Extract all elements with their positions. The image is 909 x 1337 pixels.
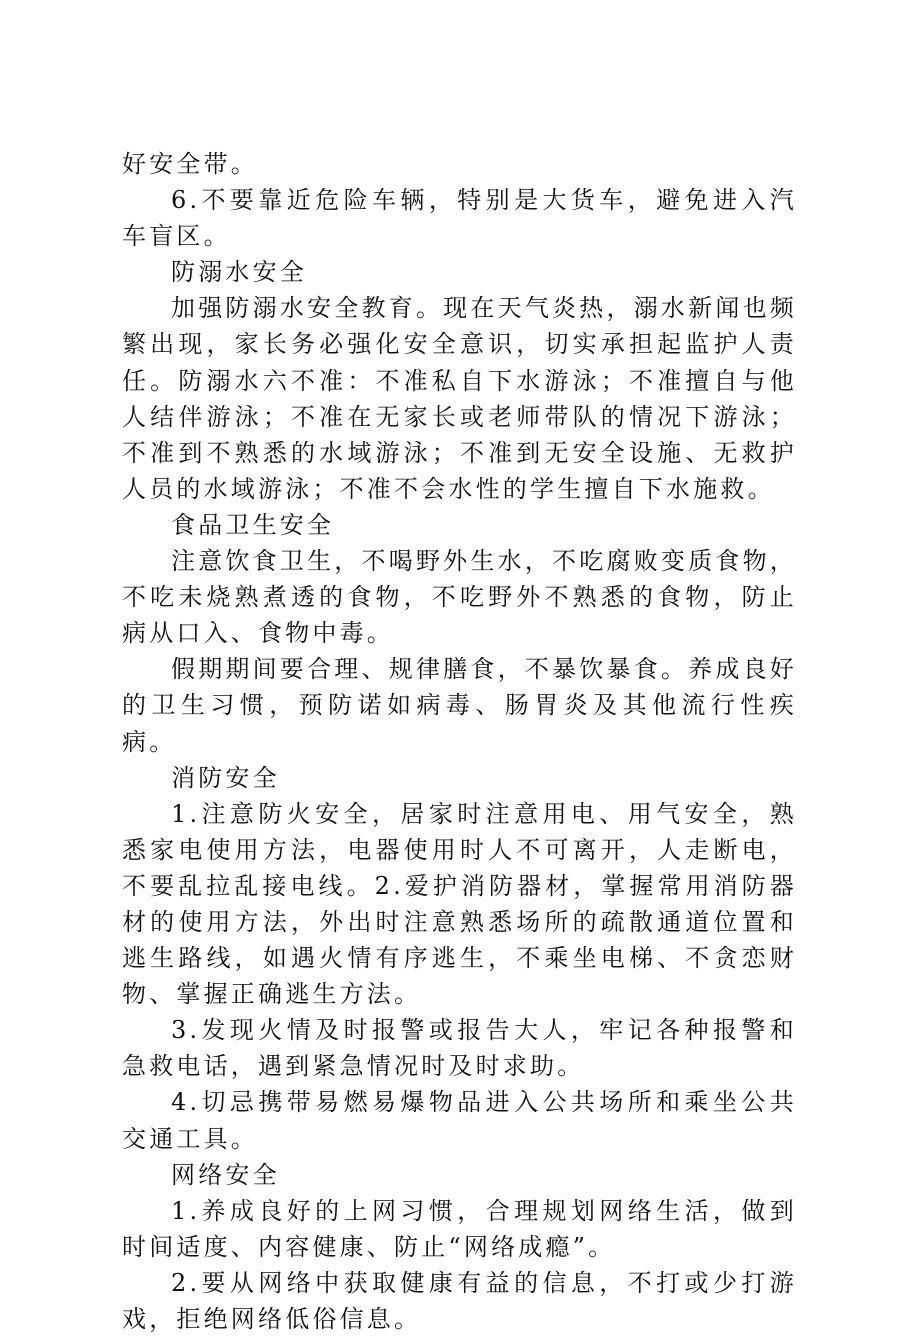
paragraph-fire-3: 3.发现火情及时报警或报告大人，牢记各种报警和急救电话，遇到紧急情况时及时求助。 xyxy=(122,1016,797,1081)
paragraph-fire-4: 4.切忌携带易燃易爆物品进入公共场所和乘坐公共交通工具。 xyxy=(122,1088,797,1153)
paragraph-food-2: 假期期间要合理、规律膳食，不暴饮暴食。养成良好的卫生习惯，预防诺如病毒、肠胃炎及其他流行性疾病。 xyxy=(122,655,797,756)
paragraph-network-1: 1.养成良好的上网习惯，合理规划网络生活，做到时间适度、内容健康、防止“网络成瘾”。 xyxy=(122,1196,797,1261)
paragraph-network-2: 2.要从网络中获取健康有益的信息，不打或少打游戏，拒绝网络低俗信息。 xyxy=(122,1268,797,1333)
paragraph-food-1: 注意饮食卫生，不喝野外生水，不吃腐败变质食物，不吃未烧熟煮透的食物，不吃野外不熟悉的食物，防止病从口入、食物中毒。 xyxy=(122,547,797,648)
section-heading-fire: 消防安全 xyxy=(171,763,280,792)
section-heading-food: 食品卫生安全 xyxy=(171,510,335,539)
document-page xyxy=(122,146,797,1337)
section-heading-drowning: 防溺水安全 xyxy=(171,258,307,287)
paragraph-drowning: 加强防溺水安全教育。现在天气炎热，溺水新闻也频繁出现，家长务必强化安全意识，切实承担起监护人责任。防溺水六不准：不准私自下水游泳；不准擅自与他人结伴游泳；不准在无家长或老师带队的情况下游泳；不准到不熟悉的水域游泳；不准到无安全设施、无救护人员的水域游泳；不准不会水性的学生擅自下水施救。 xyxy=(122,294,797,503)
section-heading-network: 网络安全 xyxy=(171,1160,280,1189)
paragraph-continuation: 好安全带。 xyxy=(122,150,258,178)
paragraph-traffic-item-6: 6.不要靠近危险车辆，特别是大货车，避免进入汽车盲区。 xyxy=(122,186,797,251)
paragraph-fire-1: 1.注意防火安全，居家时注意用电、用气安全，熟悉家电使用方法，电器使用时人不可离开，人走断电，不要乱拉乱接电线。2.爱护消防器材，掌握常用消防器材的使用方法，外出时注意熟悉场所的疏散通道位置和逃生路线，如遇火情有序逃生，不乘坐电梯、不贪恋财物、掌握正确逃生方法。 xyxy=(122,799,797,1009)
